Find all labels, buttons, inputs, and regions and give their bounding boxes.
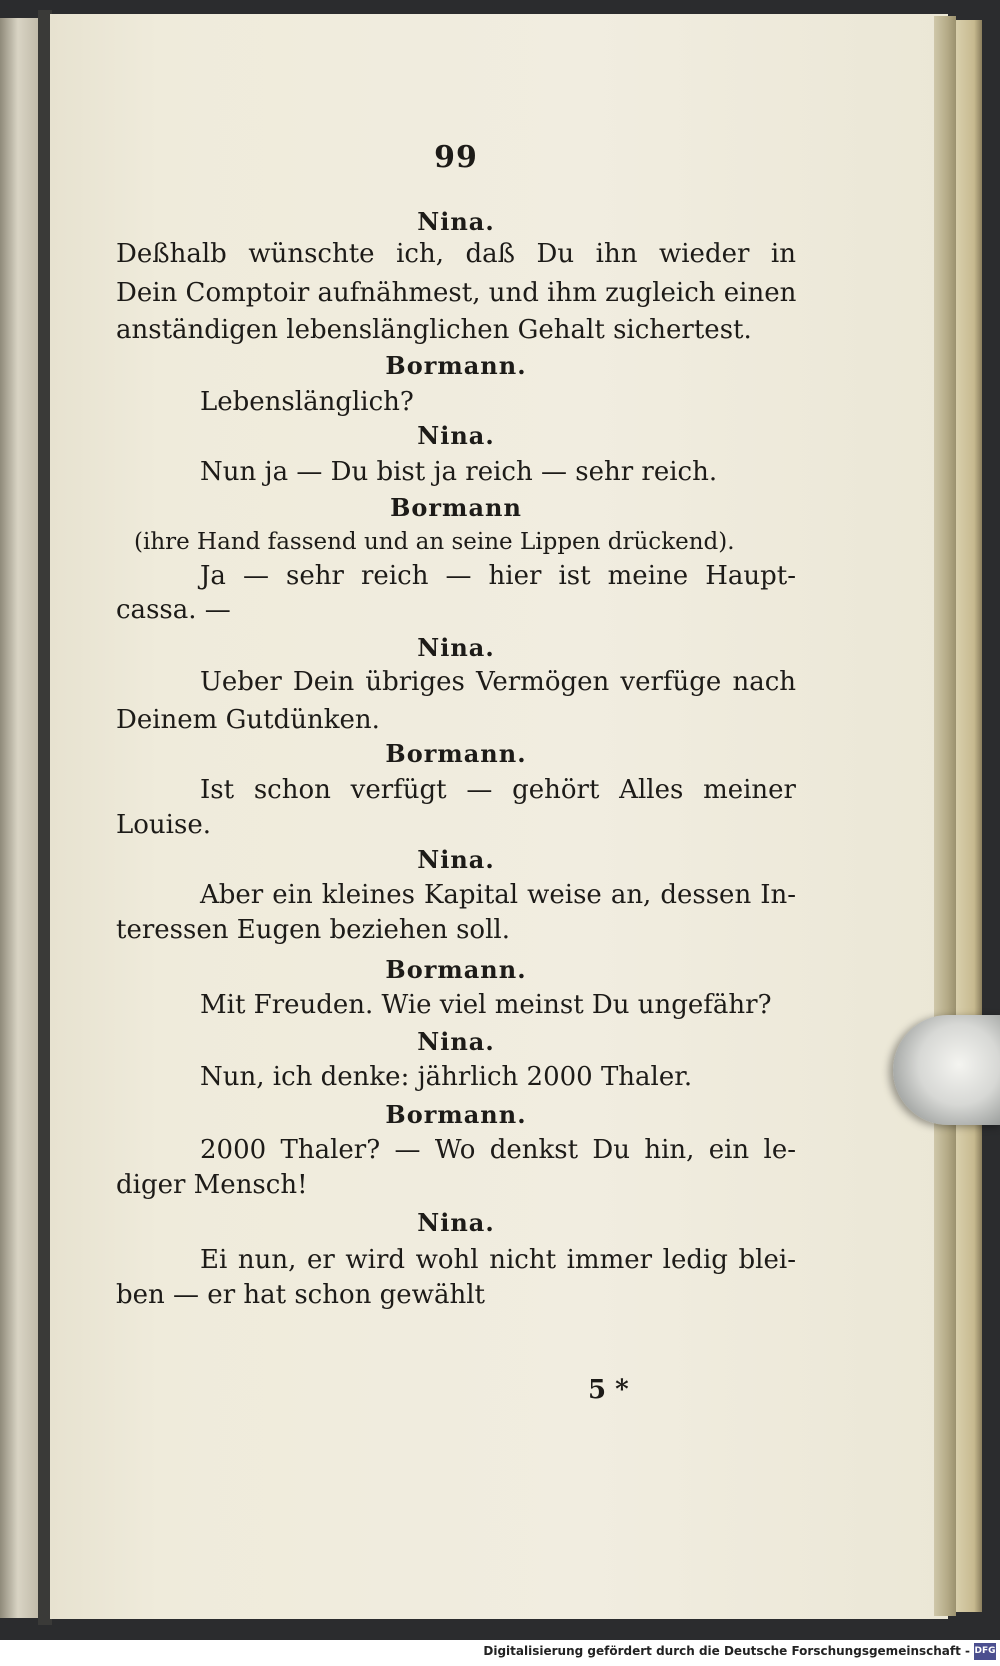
text-line: Lebenslänglich?	[200, 387, 414, 417]
text-line: Nun, ich denke: jährlich 2000 Thaler.	[200, 1062, 693, 1092]
text-line: Ja — sehr reich — hier ist meine Haupt-	[200, 561, 796, 591]
cover-edge	[956, 20, 982, 1612]
text-line: Louise.	[116, 810, 211, 840]
speaker-name: Nina.	[417, 1208, 495, 1237]
speaker-name: Bormann.	[385, 739, 527, 768]
text-line: Deinem Gutdünken.	[116, 705, 380, 735]
speaker-name: Nina.	[417, 207, 495, 236]
speaker-name: Nina.	[417, 633, 495, 662]
speaker-name: Bormann	[390, 493, 522, 522]
text-line: 2000 Thaler? — Wo denkst Du hin, ein le-	[200, 1135, 796, 1165]
text-line: diger Mensch!	[116, 1170, 308, 1200]
text-line: Mit Freuden. Wie viel meinst Du ungefähr?	[200, 990, 772, 1020]
speaker-name: Nina.	[417, 1027, 495, 1056]
funding-note: Digitalisierung gefördert durch die Deutsche Forschungsgemeinschaft -	[483, 1644, 970, 1658]
left-page-edge	[0, 18, 40, 1618]
text-line: Ueber Dein übriges Vermögen verfüge nach	[200, 667, 796, 697]
text-line: Ist schon verfügt — gehört Alles meiner	[200, 775, 796, 805]
text-line: cassa. —	[116, 595, 231, 625]
sheet-signature: 5 *	[588, 1375, 629, 1405]
page-stack-edge	[934, 16, 956, 1616]
text-line: Aber ein kleines Kapital weise an, dessen In-	[200, 880, 796, 910]
speaker-name: Bormann.	[385, 351, 527, 380]
text-line: ben — er hat schon gewählt	[116, 1280, 485, 1310]
speaker-name: Bormann.	[385, 955, 527, 984]
footer-bar	[0, 1640, 1000, 1666]
text-line: teressen Eugen beziehen soll.	[116, 915, 510, 945]
speaker-name: Bormann.	[385, 1100, 527, 1129]
text-line: Ei nun, er wird wohl nicht immer ledig blei-	[200, 1245, 796, 1275]
text-line: (ihre Hand fassend und an seine Lippen drückend).	[134, 529, 735, 555]
text-line: Deßhalb wünschte ich, daß Du ihn wieder in	[116, 239, 796, 269]
text-line: anständigen lebenslänglichen Gehalt sichertest.	[116, 315, 752, 345]
page-clip	[893, 1015, 1000, 1125]
page-number: 99	[434, 140, 478, 175]
speaker-name: Nina.	[417, 421, 495, 450]
speaker-name: Nina.	[417, 845, 495, 874]
text-line: Nun ja — Du bist ja reich — sehr reich.	[200, 457, 718, 487]
dfg-logo: DFG	[974, 1643, 996, 1660]
text-line: Dein Comptoir aufnähmest, und ihm zugleich einen	[116, 278, 797, 308]
